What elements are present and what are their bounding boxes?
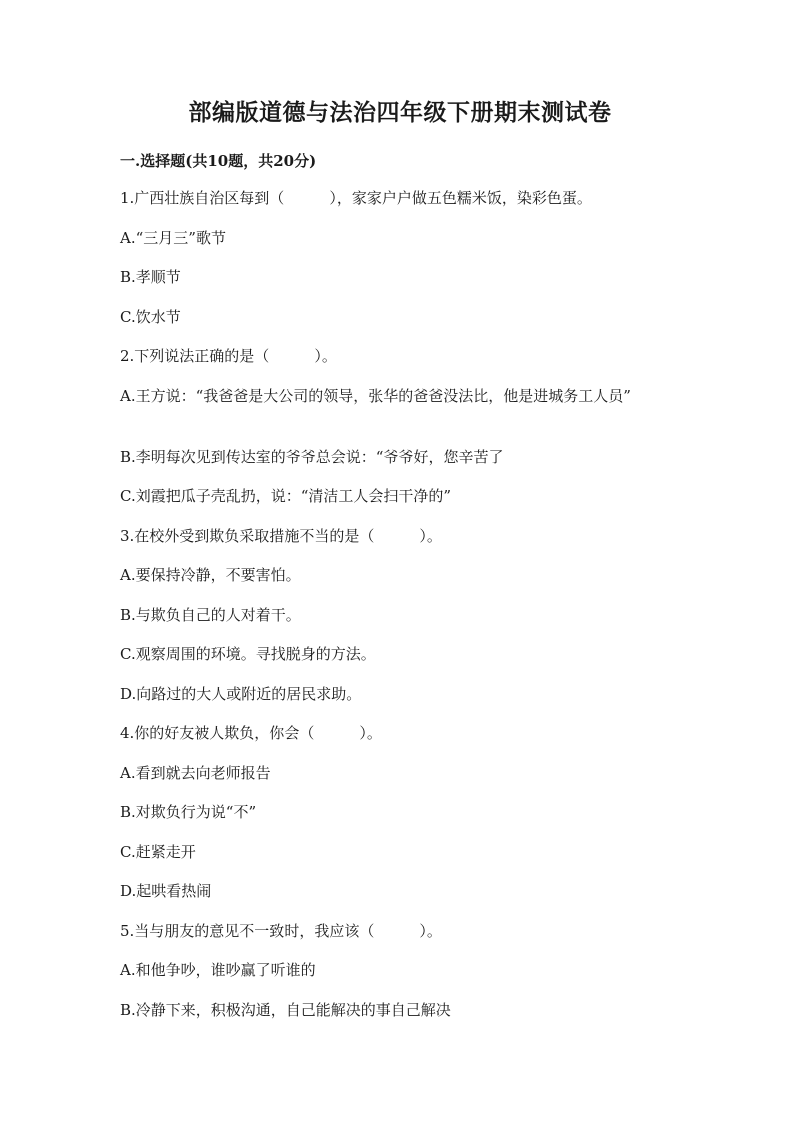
question-4-stem: 4.你的好友被人欺负，你会（ ）。 (120, 724, 382, 742)
question-1-option-b: B.孝顺节 (120, 268, 181, 286)
question-4-option-a: A.看到就去向老师报告 (120, 764, 271, 782)
question-3-option-b: B.与欺负自己的人对着干。 (120, 606, 301, 624)
question-2-option-b: B.李明每次见到传达室的爷爷总会说：“爷爷好，您辛苦了 (120, 448, 504, 466)
question-5-option-a: A.和他争吵，谁吵赢了听谁的 (120, 961, 316, 979)
question-1-stem: 1.广西壮族自治区每到（ ），家家户户做五色糯米饭，染彩色蛋。 (120, 189, 592, 207)
section-heading: 一.选择题(共10题，共20分) (120, 152, 317, 170)
question-3-stem: 3.在校外受到欺负采取措施不当的是（ ）。 (120, 527, 442, 545)
question-2-stem: 2.下列说法正确的是（ ）。 (120, 347, 337, 365)
question-4-option-b: B.对欺负行为说“不” (120, 803, 257, 821)
question-1-option-c: C.饮水节 (120, 308, 181, 326)
question-3-option-c: C.观察周围的环境。寻找脱身的方法。 (120, 645, 376, 663)
question-5-stem: 5.当与朋友的意见不一致时，我应该（ ）。 (120, 922, 442, 940)
question-4-option-c: C.赶紧走开 (120, 843, 196, 861)
question-2-option-a: A.王方说：“我爸爸是大公司的领导，张华的爸爸没法比，他是进城务工人员” (120, 387, 631, 405)
question-3-option-a: A.要保持冷静，不要害怕。 (120, 566, 301, 584)
question-3-option-d: D.向路过的大人或附近的居民求助。 (120, 685, 362, 703)
question-1-option-a: A.“三月三”歌节 (120, 229, 226, 247)
question-2-option-c: C.刘霞把瓜子壳乱扔，说：“清洁工人会扫干净的” (120, 487, 452, 505)
exam-title: 部编版道德与法治四年级下册期末测试卷 (188, 99, 612, 126)
question-4-option-d: D.起哄看热闹 (120, 882, 212, 900)
question-5-option-b: B.冷静下来，积极沟通，自己能解决的事自己解决 (120, 1001, 451, 1019)
